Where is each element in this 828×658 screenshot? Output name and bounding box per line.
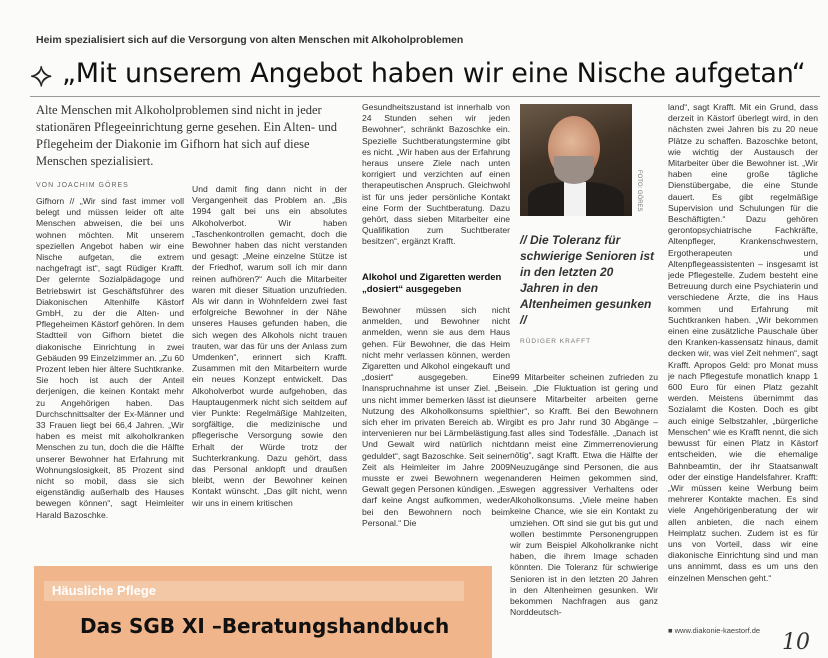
article-headline: „Mit unserem Angebot haben wir eine Nische aufgetan“ [62,58,806,89]
article-byline: VON JOACHIM GÖRES [36,182,129,189]
page-number: 10 [782,630,810,655]
pull-quote: // Die Toleranz für schwierige Senioren ist in den letzten 20 Jahren in den Altenheimen gesunken // [520,233,655,327]
portrait-collar [564,182,586,216]
advertisement-title: Das SGB XI –Beratungshandbuch [80,614,450,638]
article-lead: Alte Menschen mit Alkoholproblemen sind nicht in jeder stationären Pflegeeinrichtung gerne gesehen. Ein Alten- und Pflegeheim der Diakonie im Gifhorn hat sich auf diese Menschen spezialisiert. [36,103,337,168]
website-link[interactable]: ■ www.diakonie-kaestorf.de [668,626,761,635]
website-link-text[interactable]: www.diakonie-kaestorf.de [674,626,761,635]
article-column-3: Gesundheitszustand ist innerhalb von 24 Stunden sehen wir jeden Bewohner“, schränkt Bazoschke ein. Spezielle Suchtberatungstermine gibt es nicht. „Wir haben aus der Erfahrung heraus unsere Ziele nach unten korrigiert und verzichten auf einen therapeutischen Anspruch. Gleichwohl ist für uns jeder persönliche Kontakt eine Form der Suchtberatung. Dazu gehört, dass sieben Mitarbeiter eine Qualifikation zum Suchtberater besitzen“, ergänzt Krafft. [362,102,510,247]
article-column-5: land“, sagt Krafft. Mit ein Grund, dass derzeit in Kästorf überlegt wird, in den nächsten zwei Jahren bis zu 20 neue Plätze zu schaffen. Bazoschke betont, wie wichtig der Austausch der Mitarbeiter über die Bewohner ist. „Wir haben eine große tägliche Dienstübergabe, die eine Stunde dauert. Es gibt regelmäßige Supervision und Schulungen für die Beschäftigten.“ Dazu gehören gerontopsychiatrische Fachkräfte, Altenpfleger, Krankenschwestern, Ergotherapeuten und Altenpflegeassistenten – insgesamt ist jede Pflegestelle. Zudem besteht eine Betreuung durch eine Psychiaterin und verschiedene Ärzte, die ins Haus kommen und Erfahrung mit Suchtkranken haben. „Wir bekommen einen eine zusätzliche Pauschale über den Kranken-kassensatz hinaus, damit decken wir, was viel Zeit nehmen“, sagt Krafft. Apropos Geld: pro Monat muss je nach Pflegestufe monatlich knapp 1 600 Euro für einen Platz gezahlt werden. Meistens übernimmt das Sozialamt die Kosten. Doch es gibt auch einige Selbstzahler, „bürgerliche Menschen“ wie es Krafft nennt, die sich bewusst für einen Platz in Kästorf entscheiden, wie die ehemalige Bahnbeamtin, der ihr Staatsanwalt oder der einstige Handelsfahrer. Krafft: „Wir müssen keine Werbung beim mehrerer Kontakte machen. Es sind viele Angehörigenberatung der wir allen anbieten, die nach einem Heimplatz suchen. Zudem ist es für uns von Vorteil, dass wir eine diakonische Einrichtung sind und man uns annimmt, dass es um uns den einzelnen Menschen geht.“ [668,102,818,583]
pull-quote-credit: RÜDIGER KRAFFT [520,338,592,345]
article-column-2: Und damit fing dann nicht in der Vergangenheit das Problem an. „Bis 1994 galt bei uns ein absolutes Alkoholverbot. Wir haben „Taschenkontrollen gemacht, doch die Bewohner haben das nicht verstanden und gesagt: „Meine einzelne Stütze ist der Friedhof, warum soll ich mir dann reinen aufhören?“ Auch die Mitarbeiter waren mit dieser Situation unzufrieden. Als wir dann in Wohnfeldern zwei fast erfolgreiche Bewohner in der Nähe unseres Hauses gefunden haben, die sich wegen des Alkohols nicht trauen trauten, war das für uns der Anlass zum Umdenken“, erinnert sich Krafft. Zusammen mit den Mitarbeitern wurde ein neues Konzept entwickelt. Das Alkoholverbot wurde aufgehoben, das Hauptaugenmerk nicht sich seitdem auf vier Punkte: Regelmäßige Mahlzeiten, sorgfältige, die medizinische und pflegerische Versorgung sowie den Erhalt der Würde trotz der Suchterkrankung. Dazu gehört, dass das Personal anklopft und draußen bleibt, wenn der Bewohner keinen Kontakt wünscht. „Das gilt nicht, wenn wir uns in einem kritischen [192,184,347,508]
article-column-1: Gifhorn // „Wir sind fast immer voll belegt und müssen leider oft alte Menschen abweisen, die bei uns wohnen möchten. Mit unserem speziellen Angebot haben wir eine Nische aufgetan, die extrem nachgefragt ist“, sagt Rüdiger Krafft. Der gelernte Sozialpädagoge und Betriebswirt ist Geschäftsführer des Diakonischen Altenhilfe Kästorf GmbH, zu der die Alten- und Pflegeheimen Kästorf gehören. In dem Stadtteil von Gifhorn bietet die diakonische Einrichtung in zwei Gebäuden 99 Einzelzimmer an. „Zu 60 Prozent leben hier ältere Suchtkranke. Sie hoch ist auch der Anteil derjenigen, die keinen Kontakt mehr zu Angehörigen haben. Das Durchschnittsalter der Ex-Männer und 33 Frauen liegt bei 66,4 Jahren. „Wir haben es meist mit alkoholkranken Menschen zu tun, doch die die Hälfte unserer Bewohner hat Erfahrung mit Wohnungslosigkeit, 85 Prozent sind nicht so mobil, dass sie sich eigenständig außerhalb des Hauses bewegen können“, sagt Heimleiter Harald Bazoschke. [36,196,184,520]
advertisement-banner [34,566,492,658]
portrait-photo [520,104,632,216]
headline-divider [30,96,820,97]
photo-credit: FOTO: GÖRES [636,170,642,212]
article-column-3b: Bewohner müssen sich nicht anmelden, und Bewohner nicht anmelden, wenn sie aus dem Haus gehen. Für Bewohner, die das Heim nicht mehr verlassen können, werden Zigaretten und Alkohol eingekauft und „dosiert“ ausgegeben. Eine Inanspruchnahme ist unser Ziel. „Bei uns nicht immer bemerken lässt ist die Nutzung des Alkoholkonsums spielt sich eher im privaten Bereich ab. Wir intervenieren nur bei Lärmbelästigung. Und Gewalt wird natürlich nicht geduldet“, sagt Bazoschke. Seit seiner Zeit als Heimleiter im Jahre 2009 musste er zwei Bewohnern wegen Gewalt gegen Personen kündigen. „Es darf keine Angst aufkommen, weder bei den Bewohnern noch beim Personal.“ Die [362,305,510,528]
portrait-beard [554,156,594,184]
quote-mark-icon: ⟡ [30,55,53,95]
article-kicker: Heim spezialisiert sich auf die Versorgung von alten Menschen mit Alkoholproblemen [36,34,464,46]
article-column-4: 99 Mitarbeiter scheinen zufrieden zu sein. „Die Fluktuation ist gering und unsere Mitarbeiter arbeiten gerne hier“, so Krafft. Bei den Bewohnern gibt es pro Jahr rund 30 Abgänge – fast alles sind Todesfälle. „Danach ist dann meist eine Zimmerrenovierung nötig“, sagt Krafft. Etwa die Hälfte der Neuzugänge sind Personen, die aus anderen Heimen gekommen sind, wegen aggressiver Verhaltens oder Alkoholkonsums. „Viele meine haben keine Chance, wie sie ein Kontakt zu umziehen. Oft sind sie gut bis gut und wollen bestimmte Personengruppen wir zum Beispiel Alkoholkranke nicht haben, die ihrem Image schaden könnten. Die Toleranz für schwierige Senioren ist in den letzten 20 Jahren in den Altenheimen gesunken. Wir bekommen Nachfragen aus ganz Norddeutsch- [510,372,658,618]
advertisement-tagline: Häusliche Pflege [52,583,157,598]
article-subhead: Alkohol und Zigaretten werden „dosiert“ ausgegeben [362,272,502,295]
